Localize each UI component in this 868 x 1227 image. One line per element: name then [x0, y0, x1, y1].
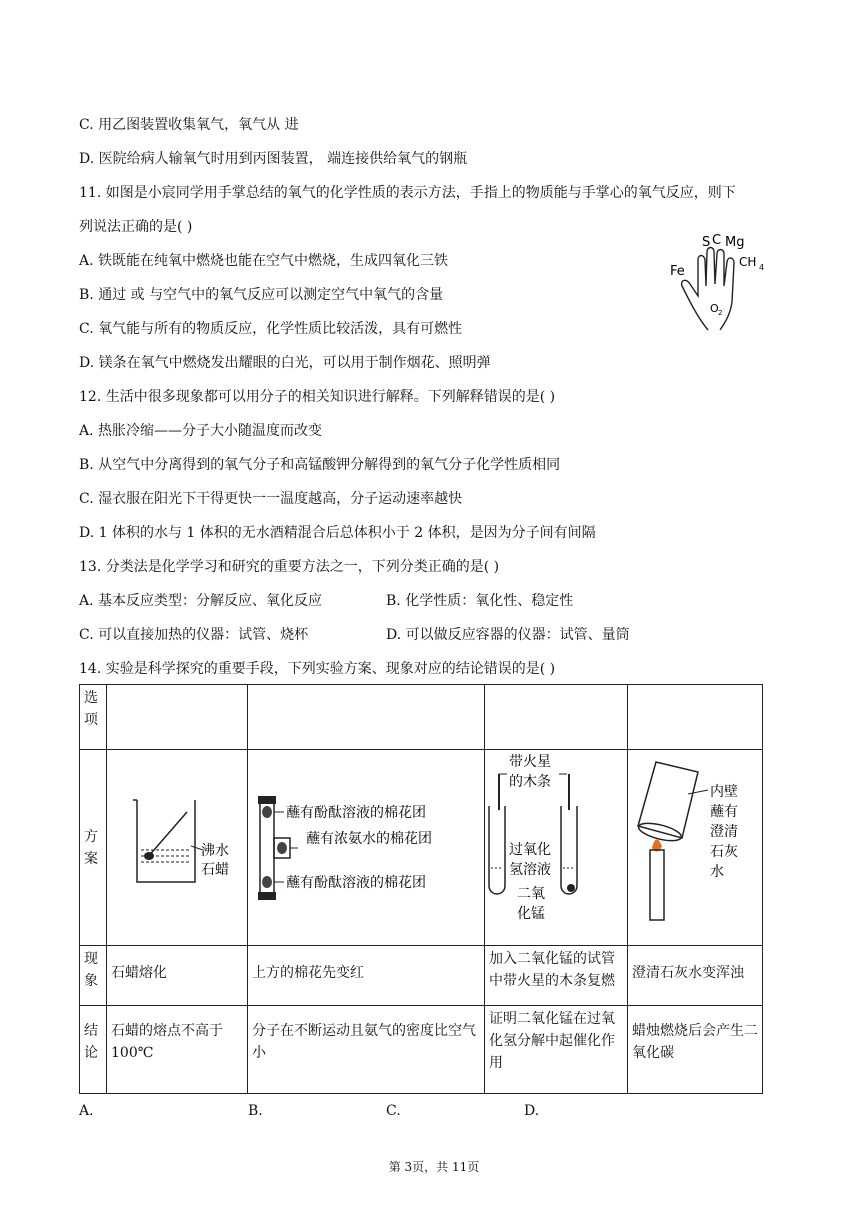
cell-option-d	[628, 685, 763, 750]
cell-option-c	[485, 685, 628, 750]
label-boiling-water: 沸水	[201, 843, 229, 859]
observation-a: 石蜡熔化	[107, 946, 248, 1006]
cell-option-b	[248, 685, 485, 750]
hand-label-c: C	[712, 233, 722, 248]
hand-label-ch: CH	[739, 255, 757, 269]
table-row-conclusion	[80, 1006, 763, 1094]
choice-b: B.	[248, 1103, 263, 1119]
table-row-observation	[80, 946, 763, 1006]
scheme-d-cell	[628, 750, 763, 946]
label-splint: 的木条	[509, 774, 551, 790]
label-phenolphthalein-bottom: 蘸有酚酞溶液的棉花团	[286, 875, 426, 891]
label-paraffin: 石蜡	[201, 862, 229, 878]
q12-option-d: D. 1 体积的水与 1 体积的无水酒精混合后总体积小于 2 体积，是因为分子间有间隔	[79, 525, 596, 541]
row-header-observation: 现象	[80, 946, 107, 1006]
q11-option-a: A. 铁既能在纯氧中燃烧也能在空气中燃烧，生成四氧化三铁	[79, 253, 449, 269]
row-header-conclusion: 结论	[80, 1006, 107, 1094]
scheme-c-cell	[485, 750, 628, 946]
q11-option-c: C. 氧气能与所有的物质反应，化学性质比较活泼，具有可燃性	[79, 321, 463, 337]
row-header-scheme: 方案	[80, 750, 107, 946]
row-header-options: 选项	[80, 685, 107, 750]
page-footer: 第 3页，共 11页	[388, 1160, 480, 1174]
observation-c: 加入二氧化锰的试管中带火星的木条复燃	[485, 946, 628, 1006]
conclusion-c: 证明二氧化锰在过氧化氢分解中起催化作用	[485, 1006, 628, 1094]
hand-label-fe: Fe	[670, 264, 685, 279]
hand-label-o-sub: 2	[718, 309, 723, 317]
label-coated: 蘸有	[710, 804, 738, 820]
q13-option-d: D. 可以做反应容器的仪器：试管、量筒	[386, 627, 630, 643]
q12-option-c: C. 湿衣服在阳光下干得更快一一温度越高，分子运动速率越快	[79, 491, 463, 507]
conclusion-a: 石蜡的熔点不高于100℃	[107, 1006, 248, 1094]
candle-beaker-diagram	[628, 750, 762, 938]
hand-outline	[682, 248, 734, 331]
label-clear: 澄清	[710, 824, 738, 840]
label-peroxide1: 过氧化	[509, 842, 551, 858]
label-ammonia: 蘸有浓氨水的棉花团	[306, 831, 432, 847]
hand-label-s: S	[702, 235, 711, 250]
label-inner-wall: 内壁	[710, 784, 738, 800]
ammonia-tube-diagram	[248, 750, 484, 938]
hand-diagram	[668, 230, 778, 340]
q13-option-a: A. 基本反应类型：分解反应、氧化反应	[79, 593, 323, 609]
q12-option-a: A. 热胀冷缩——分子大小随温度而改变	[79, 423, 323, 439]
q10-option-c: C. 用乙图装置收集氧气，氧气从 进	[79, 117, 299, 133]
label-glowing: 带火星	[509, 754, 551, 770]
label-mno2-2: 化锰	[517, 906, 545, 922]
q13-option-c: C. 可以直接加热的仪器：试管、烧杯	[79, 627, 309, 643]
conclusion-d: 蜡烛燃烧后会产生二氧化碳	[628, 1006, 763, 1094]
scheme-a-cell	[107, 750, 248, 946]
q10-option-d: D. 医院给病人输氧气时用到丙图装置， 端连接供给氧气的钢瓶	[79, 151, 468, 167]
cell-option-a	[107, 685, 248, 750]
choice-a: A.	[79, 1103, 94, 1119]
hand-label-ch-sub: 4	[759, 263, 765, 272]
q14-table	[79, 684, 763, 1094]
beaker-diagram	[107, 750, 247, 938]
q11-option-d: D. 镁条在氧气中燃烧发出耀眼的白光，可以用于制作烟花、照明弹	[79, 355, 491, 371]
conclusion-b: 分子在不断运动且氨气的密度比空气小	[248, 1006, 485, 1094]
q11-option-b: B. 通过 或 与空气中的氧气反应可以测定空气中氧气的含量	[79, 287, 444, 303]
table-row-options	[80, 685, 763, 750]
q13-option-b: B. 化学性质：氧化性、稳定性	[386, 593, 574, 609]
hand-label-o: O	[710, 302, 719, 315]
label-phenolphthalein-top: 蘸有酚酞溶液的棉花团	[286, 805, 426, 821]
choice-d: D.	[524, 1103, 540, 1119]
q11-stem-line1: 11. 如图是小宸同学用手掌总结的氧气的化学性质的表示方法，手指上的物质能与手掌心的氧气反应，则下	[79, 185, 736, 201]
q12-option-b: B. 从空气中分离得到的氧气分子和高锰酸钾分解得到的氧气分子化学性质相同	[79, 457, 561, 473]
label-mno2-1: 二氧	[517, 886, 545, 902]
hand-label-mg: Mg	[725, 235, 745, 250]
scheme-b-cell	[248, 750, 485, 946]
label-water: 水	[710, 864, 724, 880]
choice-c: C.	[386, 1103, 401, 1119]
label-lime: 石灰	[710, 844, 738, 860]
q14-stem: 14. 实验是科学探究的重要手段，下列实验方案、现象对应的结论错误的是( )	[79, 661, 556, 677]
table-row-scheme	[80, 750, 763, 946]
observation-d: 澄清石灰水变浑浊	[628, 946, 763, 1006]
catalyst-diagram	[485, 750, 627, 938]
q12-stem: 12. 生活中很多现象都可以用分子的相关知识进行解释。下列解释错误的是( )	[79, 389, 556, 405]
q13-stem: 13. 分类法是化学学习和研究的重要方法之一，下列分类正确的是( )	[79, 559, 500, 575]
observation-b: 上方的棉花先变红	[248, 946, 485, 1006]
label-peroxide2: 氢溶液	[509, 862, 551, 878]
q11-stem-line2: 列说法正确的是( )	[79, 219, 193, 235]
